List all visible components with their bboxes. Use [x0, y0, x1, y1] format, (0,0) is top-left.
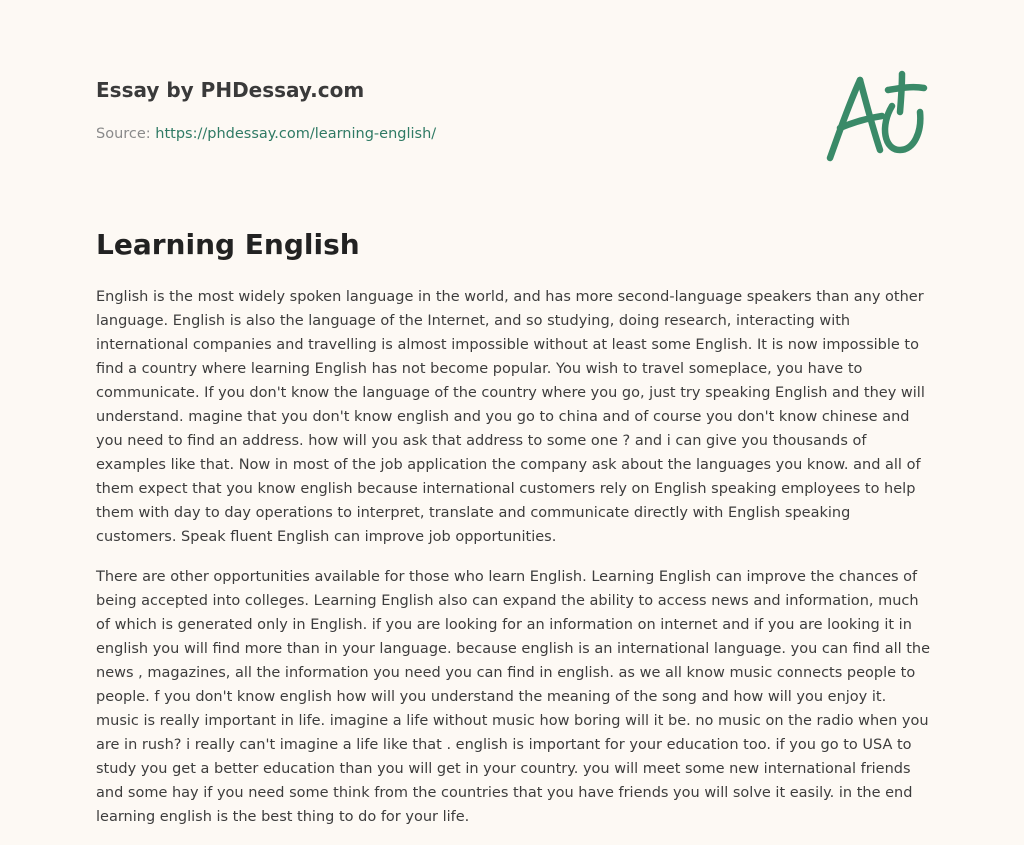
essay-paragraph: English is the most widely spoken language in the world, and has more second-language speakers than any other language. English is also the language of the Internet, and so studying, doing research, interacting with international companies and travelling is almost impossible without at least some English. It is now impossible to find a country where learning English has not become popular. You wish to travel someplace, you have to communicate. If you don't know the language of the country where you go, just try speaking English and they will understand. magine that you don't know english and you go to china and of course you don't know chinese and you need to find an address. how will you ask that address to some one ? and i can give you thousands of examples like that. Now in most of the job application the company ask about the languages you know. and all of them expect that you know english because international customers rely on English speaking employees to help them with day to day operations to interpret, translate and communicate directly with English speaking customers. Speak fluent English can improve job opportunities. [96, 289, 925, 545]
source-label: Source: [96, 126, 156, 142]
essay-paragraph: There are other opportunities available for those who learn English. Learning English can improve the chances of being accepted into colleges. Learning English also can expand the ability to access news and information, much of which is generated only in English. if you are looking for an information on internet and if you are looking it in english you will find more than in your language. because english is an international language. you can find all the news , magazines, all the information you need you can find in english. as we all know music connects people to people. f you don't know english how will you understand the meaning of the song and how will you enjoy it. music is really important in life. imagine a life without music how boring will it be. no music on the radio when you are in rush? i really can't imagine a life like that . english is important for your education too. if you go to USA to study you get a better education than you will get in your country. you will meet some new international friends and some hay if you need some think from the countries that you have friends you will solve it easily. in the end learning english is the best thing to do for your life. [96, 569, 931, 825]
essay-body [96, 285, 932, 845]
site-title: Essay by PHDessay.com [96, 78, 365, 102]
a-plus-logo-icon [820, 66, 928, 166]
source-link[interactable]: https://phdessay.com/learning-english/ [155, 126, 437, 142]
source-line [96, 124, 936, 144]
essay-title: Learning English [96, 228, 360, 261]
page-header [96, 76, 936, 144]
